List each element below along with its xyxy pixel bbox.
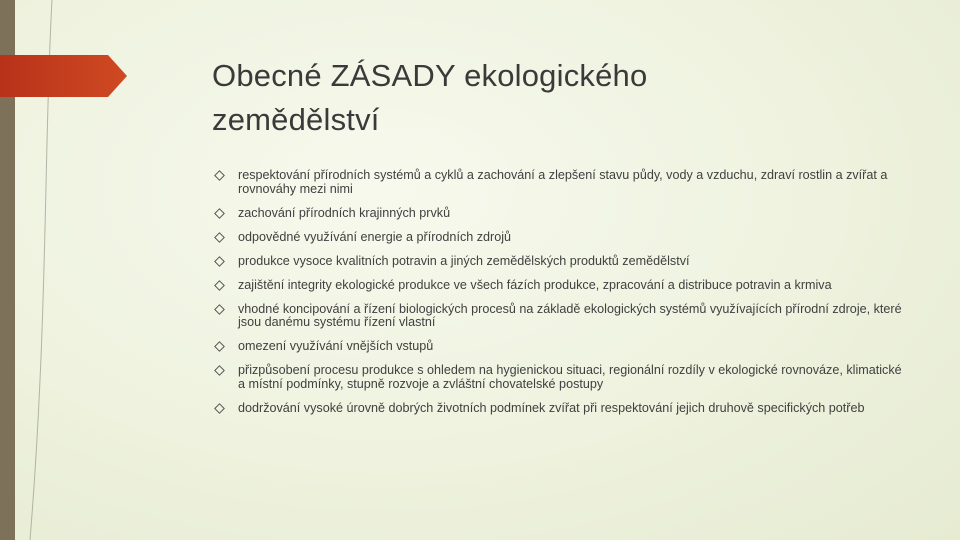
diamond-outline-icon (214, 170, 225, 181)
diamond-outline-icon (214, 403, 225, 414)
diamond-outline-icon (214, 280, 225, 291)
bullet-item (212, 364, 912, 391)
bullet-text: odpovědné využívání energie a přírodních zdrojů (238, 229, 512, 244)
bullet-text: zajištění integrity ekologické produkce ve všech fázích produkce, zpracování a distribuce potravin a krmiva (238, 277, 832, 292)
bullet-item (212, 340, 912, 354)
diamond-outline-icon (214, 365, 225, 376)
bullet-text: omezení využívání vnějších vstupů (238, 339, 434, 353)
slide-title (212, 54, 912, 142)
bullet-item (212, 207, 912, 221)
bullet-item (212, 231, 912, 245)
diamond-outline-icon (214, 256, 225, 267)
bullet-item (212, 255, 912, 269)
title-line-2: zemědělství (212, 102, 380, 137)
bullet-list (212, 169, 912, 426)
bullet-text: vhodné koncipování a řízení biologických procesů na základě ekologických systémů využívajících přírodní zdroje, které jsou danému systému řízení vlastní (238, 301, 902, 329)
diamond-outline-icon (214, 232, 225, 243)
accent-arrow-tab (0, 55, 127, 97)
bullet-item (212, 169, 912, 196)
bullet-text: produkce vysoce kvalitních potravin a jiných zemědělských produktů zemědělství (238, 253, 690, 268)
diamond-outline-icon (214, 304, 225, 315)
diamond-outline-icon (214, 208, 225, 219)
bullet-item (212, 303, 912, 330)
bullet-text: respektování přírodních systémů a cyklů a zachování a zlepšení stavu půdy, vody a vzduchu, zdraví rostlin a zvířat a rovnováhy mezi nimi (238, 168, 888, 196)
bullet-text: přizpůsobení procesu produkce s ohledem na hygienickou situaci, regionální rozdíly v ekologické rovnováze, klimatické a místní podmínky, stupně rozvoje a zvláštní chovatelské postupy (238, 363, 902, 391)
bullet-item (212, 402, 912, 416)
bullet-item (212, 279, 912, 293)
bullet-text: dodržování vysoké úrovně dobrých životních podmínek zvířat při respektování jejich druhově specifických potřeb (238, 400, 865, 415)
title-line-1: Obecné ZÁSADY ekologického (212, 58, 648, 93)
bullet-text: zachování přírodních krajinných prvků (238, 205, 451, 220)
diamond-outline-icon (214, 341, 225, 352)
